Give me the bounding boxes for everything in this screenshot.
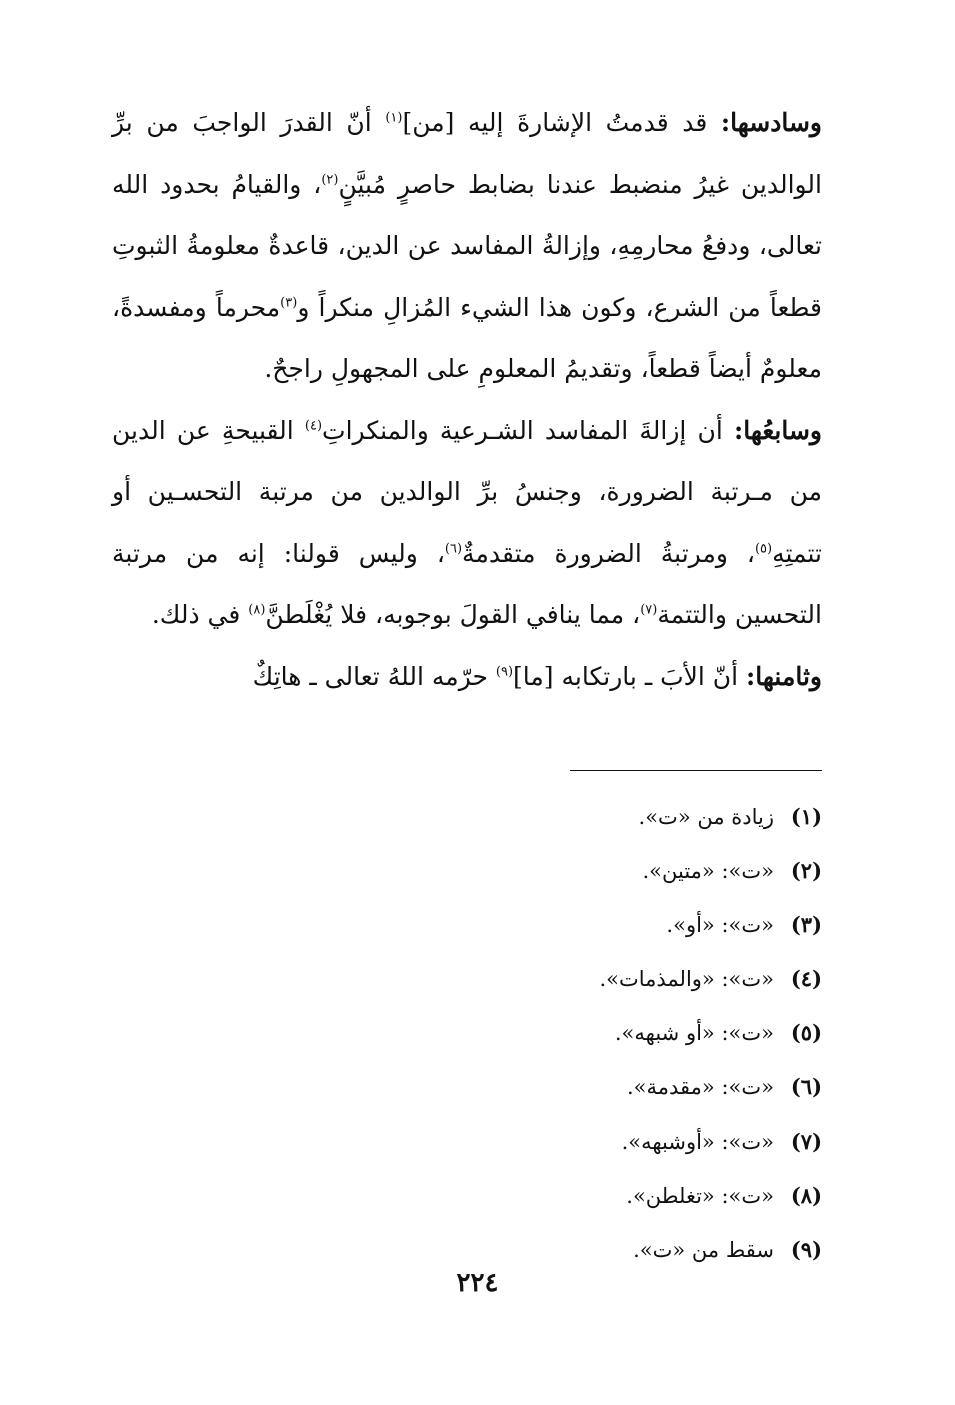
footnote-text: «ت»: «والمذمات». [599, 967, 774, 992]
footnote-number: (٧) [790, 1128, 822, 1154]
footnote-ref: (٦) [444, 541, 463, 557]
text-segment: حرّمه اللهُ تعالى ـ هاتِكٌ [252, 661, 496, 691]
footnote-number: (٢) [790, 858, 822, 884]
page-number: ٢٢٤ [456, 1268, 499, 1298]
footnote-text: سقط من «ت». [633, 1237, 774, 1262]
paragraph [112, 400, 822, 646]
paragraph-lead: وسادسها: [720, 108, 823, 137]
text-segment: في ذلك. [151, 600, 249, 629]
footnote-ref: (٧) [640, 602, 658, 618]
footnote-text: «ت»: «مقدمة». [627, 1075, 774, 1100]
footnote-ref: (٥) [754, 541, 773, 557]
footnote-text: «ت»: «أو». [666, 913, 774, 938]
footnote-number: (٤) [790, 966, 822, 992]
footnote-ref: (٣) [280, 295, 298, 311]
text-segment: قد قدمتُ الإشارةَ إليه [من] [402, 108, 721, 137]
text-segment: ، ومرتبةُ الضرورة متقدمةٌ [462, 538, 755, 568]
footnote-ref: (٨) [248, 602, 266, 618]
footnote-item [222, 1115, 822, 1169]
footnote-ref: (٩) [495, 664, 514, 680]
text-segment: ، مما ينافي القولَ بوجوبه، فلا يُغْلَطنَّ [265, 600, 641, 629]
text-segment: القبيحةِ عن الدين من مـرتبة الضرورة، وجنسُ برِّ الوالدين من مرتبة التحسـين أو تتمتِهِ [112, 415, 823, 568]
footnote-number: (٩) [790, 1236, 822, 1262]
footnote-text: «ت»: «أو شبهه». [614, 1021, 774, 1046]
text-segment: أنّ الأبَ ـ بارتكابه [ما] [513, 661, 747, 691]
footnote-ref: (٢) [321, 172, 339, 188]
footnote-item [222, 790, 822, 844]
footnote-text: زيادة من «ت». [638, 805, 774, 829]
footnote-item [222, 898, 822, 952]
text-segment: ، والقيامُ بحدود الله تعالى، ودفعُ محارمِهِ، وإزالةُ المفاسد عن الدين، قاعدةٌ معلومةُ الثبوتِ قطعاً من الشرع، وكون هذا الشيء المُزالِ منكراً و [112, 169, 822, 322]
text-segment: أنّ القدرَ الواجبَ من برِّ الوالدين غيرُ منضبط عندنا بضابط حاصرٍ مُبيَّنٍ [112, 108, 823, 199]
paragraph [112, 646, 822, 708]
footnote-item [222, 1006, 822, 1060]
footnotes-list [222, 790, 822, 1277]
paragraph-lead: وثامنها: [746, 661, 822, 691]
footnote-number: (٥) [790, 1020, 822, 1046]
footnote-item [222, 844, 822, 898]
footnote-number: (١) [790, 804, 822, 829]
footnote-item [222, 1169, 822, 1223]
main-text [112, 92, 822, 707]
footnote-number: (٨) [790, 1182, 822, 1208]
text-segment: ، وليس قولنا: إنه من مرتبة التحسين والتتمة [112, 538, 822, 629]
footnote-item [222, 952, 822, 1006]
footnote-number: (٦) [790, 1074, 822, 1100]
footnote-ref: (٤) [304, 418, 323, 434]
footnote-separator [570, 770, 822, 771]
paragraph-lead: وسابعُها: [733, 415, 822, 445]
paragraph [112, 92, 822, 400]
footnote-text: «ت»: «تغلطن». [626, 1183, 774, 1208]
footnote-text: «ت»: «متين». [642, 859, 774, 884]
footnote-item [222, 1060, 822, 1114]
text-segment: محرماً ومفسدةً، معلومٌ أيضاً قطعاً، وتقديمُ المعلومِ على المجهولِ راجحٌ. [112, 292, 822, 383]
footnote-number: (٣) [790, 912, 822, 938]
footnote-ref: (١) [385, 110, 403, 126]
footnote-text: «ت»: «أوشبهه». [621, 1129, 774, 1154]
text-segment: أن إزالةَ المفاسد الشـرعية والمنكراتِ [322, 415, 734, 445]
